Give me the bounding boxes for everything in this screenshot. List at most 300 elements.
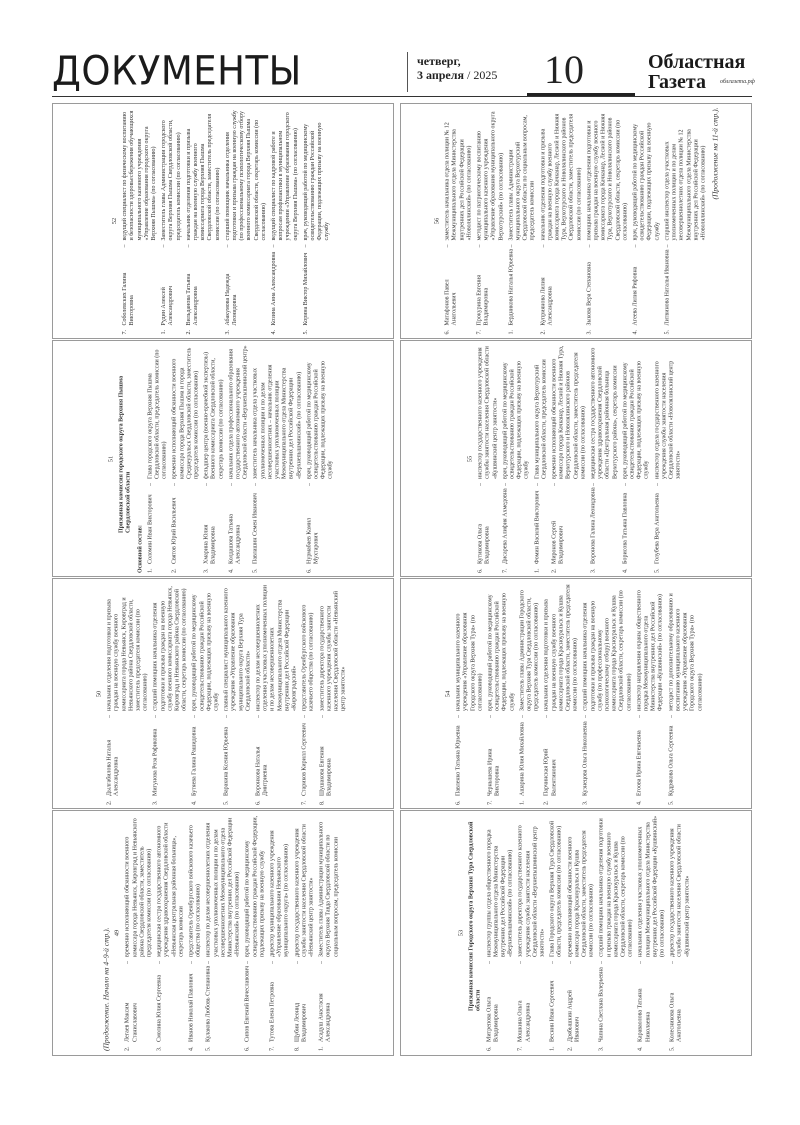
member-name: Караваолова Татьяна Николаевна <box>638 988 652 1042</box>
member-row <box>518 815 547 1051</box>
member-number: 4. <box>632 330 639 335</box>
issue-date <box>417 54 497 82</box>
member-number: 1. <box>147 568 154 573</box>
member-name: Щубин Леонид Владимирович <box>294 1002 308 1042</box>
member-position: Глава городского округа Верхняя Пышма Свердловской области, председатель комиссии (по согласованию) <box>147 349 168 479</box>
member-row <box>303 108 332 335</box>
member-position: начальник муниципального казенного учреждения «Управление образования Городского округа Верхняя Тура» (по согласованию) <box>455 612 484 711</box>
member-name: Козина Анна Александровна <box>271 251 278 326</box>
member-name: Миронов Сергей Владимирович <box>551 520 565 564</box>
member-row <box>125 815 154 1051</box>
member-position: помощник начальника отделения подготовки и призыва граждан на военную службу военного комиссариата города Качканар, Лесной и Нижняя Тура, Верхотурского и Новолялинского районов Свердловской области, секретарь комиссии (по согласованию) <box>586 113 629 241</box>
header-rule <box>52 96 752 97</box>
member-name: Воронова Галина Леонидовна <box>590 486 597 564</box>
member-number: 5. <box>653 568 660 573</box>
member-position: инспектор государственного казенного учреждения службы занятости населения Свердловской области «Кушвинский центр занятости» <box>477 345 498 479</box>
member-row <box>294 815 316 1051</box>
member-dash: – <box>455 714 462 718</box>
page-marker: 55 <box>466 455 474 462</box>
masthead <box>52 47 755 98</box>
member-row <box>206 815 242 1051</box>
member-position: старший помощник начальника отделения подготовки и призыва граждан на военную службу военного комиссариата города Красноуральск и Кушва Свердловской области, секретарь комиссии (по согласованию) <box>599 818 634 957</box>
member-name: Голубева Вера Анатольевна <box>653 492 660 564</box>
panel-p52 <box>52 103 394 339</box>
issue-day: четверг, <box>417 54 461 68</box>
member-number: 6. <box>306 568 313 573</box>
member-row <box>668 583 704 805</box>
member-row <box>224 583 253 805</box>
member-number: 7. <box>517 1046 524 1051</box>
member-row <box>599 815 635 1051</box>
member-position: врач, руководящий работой по медицинскому освидетельствованию граждан Российской Федерации, подлежащих призыву на военную службу <box>306 360 335 479</box>
member-number: 5. <box>303 330 310 335</box>
member-position: медицинская сестра государственного автономного учреждения здравоохранения Свердловской области «Центральная районная больница Верхотурского района», секретарь комиссии <box>590 347 618 479</box>
member-number: 5. <box>668 800 675 805</box>
member-row <box>550 815 564 1051</box>
member-number: 3. <box>599 1046 606 1051</box>
member-number: 3. <box>156 1046 163 1051</box>
member-name: Сипов Евгений Вячеславович <box>245 965 252 1042</box>
panel-p54 <box>400 578 752 809</box>
member-position: медицинская сестра государственного автономного учреждения здравоохранения Свердловской области «Невьянская центральная районная больница», секретарь комиссии <box>156 822 185 957</box>
member-dash: – <box>318 714 325 718</box>
member-number: 8. <box>318 800 325 805</box>
member-name: Святов Юрий Васильевич <box>172 497 179 564</box>
member-number: 5. <box>205 1046 212 1051</box>
member-name: Чапина Светлана Валерьевна <box>599 967 606 1042</box>
member-name: Рудин Алексей Александрович <box>161 286 175 326</box>
member-name: Стариков Кирилл Сергеевич <box>301 722 308 796</box>
member-number: 2. <box>539 330 546 335</box>
member-name: Фомин Василий Викторович <box>533 490 540 564</box>
member-dash: – <box>636 714 643 718</box>
member-dash: – <box>653 482 660 486</box>
member-row <box>307 345 336 573</box>
member-position: инспектор отдела государственного казенного учреждения службы занятости населения Свердловской области «Новолялинский центр занятости» <box>653 360 682 479</box>
member-number: 5. <box>253 568 260 573</box>
member-position: заместитель директора государственного казенного учреждения службы занятости населения Свердловской области «Верхнепышминский центр занятости» <box>517 825 546 957</box>
member-row <box>664 108 707 335</box>
member-row <box>245 815 267 1051</box>
member-position: Заместитель главы Администрации муниципального округа Верхотурский Свердловской области по социальным вопросам, председатель комиссии <box>508 115 536 241</box>
member-name: Кулакова Любовь Степановна <box>205 965 212 1042</box>
member-position: инспектор по делам несовершеннолетних отделения участковых уполномоченных полиции и по делам несовершеннолетних Межмуниципального отдела Министерства внутренних дел Российской Федерации «Невьянский» (по согласованию) <box>205 817 241 957</box>
member-dash: – <box>303 244 310 248</box>
member-name: Дисарева Алифия Ахмедовна <box>502 487 509 564</box>
member-dash: – <box>225 244 231 248</box>
member-dash: – <box>487 714 494 718</box>
member-number: 3. <box>203 568 210 573</box>
brand-line-2: Газета <box>648 71 706 93</box>
member-row <box>229 345 251 573</box>
member-dash: – <box>106 714 113 718</box>
member-dash: – <box>590 482 597 486</box>
panel-p50 <box>52 578 394 809</box>
member-number: 2. <box>544 800 551 805</box>
member-position: начальник отдела профессионального образования государственного автономного учреждения Свердловской области «Верхнепышминский центр» <box>228 344 249 479</box>
newspaper-logo <box>648 52 745 92</box>
member-number: 7. <box>269 1046 276 1051</box>
issue-year: / 2025 <box>466 68 498 82</box>
member-dash: – <box>632 244 639 248</box>
member-position: представитель Оренбургского войскового казачьего общества (по согласованию) <box>301 604 315 711</box>
member-name: Абакумова Надежда Леонидовна <box>225 273 239 326</box>
rotated-content-p51 <box>108 345 339 573</box>
member-row <box>632 108 661 335</box>
page-marker: 56 <box>433 217 441 225</box>
member-row <box>253 345 303 573</box>
commission-title: Призывная комиссия городского округа Верхняя Пышма Свердловской области <box>118 375 133 533</box>
member-number: 7. <box>487 800 494 805</box>
member-number: 6. <box>486 1046 493 1051</box>
member-list <box>456 583 705 805</box>
rotated-content-p56 <box>433 108 718 335</box>
member-position: директор муниципального казенного учреждения «Управление образования Невьянского муниципального округа» (по согласованию) <box>269 830 291 957</box>
member-position: Заместитель главы Администрации городского округа Верхняя Пышма Свердловской области, председатель комиссии (по согласованию) <box>161 119 182 241</box>
member-dash: – <box>124 961 131 964</box>
member-number: 3. <box>590 568 597 573</box>
member-dash: – <box>306 482 313 486</box>
member-number: 4. <box>622 568 629 573</box>
member-position: Заместитель главы Администрации муниципального округа Верхняя Тавда Свердловской области по социальным вопросам, председатель комиссии <box>318 821 340 957</box>
member-position: Глава муниципального округа Верхотурский Свердловской области, председатель комиссии <box>533 358 548 479</box>
member-position: начальник отделения подготовки и призыва граждан на военную службу военного комиссариата города Качканар, Лесной и Нижняя Тура, Верхотурского и Новолялинского районов Свердловской области, заместитель председателя комиссии (по согласованию) <box>539 113 582 241</box>
member-row <box>637 583 666 805</box>
member-number: 2. <box>172 568 179 573</box>
member-number: 6. <box>444 330 451 335</box>
member-name: Хмарина Юлия Владимировна <box>203 524 218 564</box>
member-number: 2. <box>567 1046 574 1051</box>
member-name: Варакина Ксения Юрьевна <box>223 726 230 796</box>
panel-p51 <box>52 340 394 577</box>
member-position: представитель Оренбургского войскового казачьего общества (по согласованию) <box>188 825 202 957</box>
member-name: Нурмабаев Камил Мухтарович <box>306 517 320 564</box>
member-dash: – <box>152 714 159 718</box>
member-dash: – <box>223 714 230 718</box>
member-list <box>486 815 691 1051</box>
member-row <box>445 108 474 335</box>
member-name: Дылгабилова Наталья Александровна <box>106 739 120 796</box>
brand-url: облгазета.рф <box>720 79 755 85</box>
member-position: временно исполняющий обязанности военного комиссара города Качканар, Лесной и Нижняя Тура, Верхотурского и Новолялинского районов Свердловской области, заместитель председателя комиссии (по согласованию) <box>551 345 587 479</box>
rotated-content-p49 <box>103 815 344 1051</box>
member-position: врач, руководящий работой по медицинскому освидетельствованию граждан Российской Федерации, подлежащих призыву на военную службу <box>487 592 516 711</box>
member-position: начальник отделения участковых уполномоченных полиции Межмуниципального отдела Министерства внутренних дел Российской Федерации «Кушвинский» (по согласованию) <box>638 815 666 957</box>
issue-date-day-month: 3 апреля <box>417 68 464 82</box>
member-number: 1. <box>508 330 515 335</box>
member-number: 1. <box>533 568 540 573</box>
member-row <box>271 108 300 335</box>
member-dash: – <box>205 961 212 964</box>
member-name: Мигунова Роза Рафиковна <box>152 728 159 796</box>
member-name: Матафонов Павел Анатольевич <box>444 279 458 326</box>
page-marker: 50 <box>95 690 103 697</box>
member-row <box>153 583 189 805</box>
rotated-content-p53 <box>458 815 695 1051</box>
member-position: врач, руководящий работой по медицинскому освидетельствованию граждан Российской Федерации, подлежащих призыву на военную службу <box>303 122 331 241</box>
member-name: Корина Виктор Михайлович <box>303 252 310 326</box>
member-dash: – <box>664 244 671 248</box>
member-name: Воронкова Наталья Дмитриевна <box>255 746 269 796</box>
member-number: 4. <box>188 1046 195 1051</box>
member-number: 4. <box>636 800 643 805</box>
member-row <box>638 815 667 1051</box>
member-position: врач, руководящий работой по медицинскому освидетельствованию граждан Российской Федерации, подлежащих призыву на военную службу <box>245 815 266 957</box>
member-position: инспектор по делам несовершеннолетних отделения участковых уполномоченных полиции и по делам несовершеннолетних Межмуниципального отдела Министерства внутренних дел Российской Федерации «Кировградский» <box>255 584 298 711</box>
member-list <box>122 108 331 335</box>
member-position: начальник отделения подготовки и призыва граждан на военную службу военного комиссариата города Верхняя Пышма Свердловской области, заместитель председателя комиссии (по согласованию) <box>185 113 221 241</box>
member-row <box>534 345 548 573</box>
member-dash: – <box>122 244 129 248</box>
member-dash: – <box>544 714 551 718</box>
member-dash: – <box>477 482 484 486</box>
member-name: Прокурина Евгения Владимировна <box>476 275 490 326</box>
member-row <box>192 583 221 805</box>
section-title: ДОКУМЕНТЫ <box>52 48 302 95</box>
commission-title: Призывная комиссия Городского округа Верхняя Тура Свердловской области <box>468 821 482 1011</box>
member-position: начальник отделения подготовки и призыва граждан на военную службу военного комиссариата города Красноуральск и Кушва Свердловской области, заместитель председателя комиссии (по согласованию) <box>544 583 579 711</box>
member-dash: – <box>539 244 546 248</box>
continued-on-note: (Продолжение на 11-й стр.). <box>710 107 720 200</box>
member-name: Соломин Иван Викторович <box>147 493 154 564</box>
member-name: Асадуш Анастасия Александровна <box>318 993 333 1042</box>
member-name: Кутикова Ольга Владимировна <box>477 523 491 564</box>
member-number: 5. <box>664 330 671 335</box>
panel-p49 <box>52 810 394 1056</box>
member-dash: – <box>188 961 195 964</box>
member-row <box>622 345 651 573</box>
member-dash: – <box>622 482 629 486</box>
panel-p55 <box>400 340 752 577</box>
page-number: 10 <box>544 47 584 92</box>
member-position: директор государственного казенного учреждения службы занятости населения Свердловской области «Кушвинский центр занятости» <box>669 824 691 957</box>
member-row <box>302 583 316 805</box>
member-position: старший помощник начальника отделения подготовки и призыва граждан на военную службу (по профессиональному психологическому отбору военного комиссариата города Верхняя Пышма Свердловской области, секретарь комиссии (по согласованию) <box>225 110 268 241</box>
member-row <box>551 345 587 573</box>
member-row <box>204 345 226 573</box>
member-name: Бердникова Наталья Юрьевна <box>508 248 515 326</box>
member-name: Куприянова Лилия Александровна <box>539 277 554 326</box>
member-position: директор государственного казенного учреждения службы занятости населения Свердловской области «Невьянский центр занятости» <box>294 824 315 957</box>
member-number: 2. <box>185 330 192 335</box>
page-marker: 54 <box>444 690 452 697</box>
member-number: 6. <box>455 800 462 805</box>
member-name: Вильданова Татьяна Александровна <box>185 273 200 326</box>
rotated-content-p52 <box>111 108 335 335</box>
member-row <box>189 815 203 1051</box>
brand-line-1: Областная <box>648 51 746 73</box>
member-dash: – <box>269 961 276 964</box>
member-dash: – <box>549 961 556 964</box>
member-position: временно исполняющий обязанности военного комиссара города Красноуральск и Кушва Свердловской области, заместитель председателя комиссии (по согласованию) <box>567 830 595 957</box>
member-row <box>654 345 683 573</box>
member-number: 5. <box>223 800 230 805</box>
member-number: 4. <box>638 1046 645 1051</box>
member-position: методист по патриотическому воспитанию муниципального казенного учреждения «Управление образования муниципального округа Верхотурский» (по согласованию) <box>476 111 504 241</box>
member-dash: – <box>156 961 163 964</box>
member-dash: – <box>172 482 179 486</box>
member-row <box>456 583 485 805</box>
member-position: заместитель начальника отдела полиции № 12 Межмуниципального отдела Министерства внутренних дел Российской Федерации «Новолялинский» (по согласованию) <box>444 122 473 241</box>
member-dash: – <box>638 961 645 964</box>
member-name: Митрепова Ольга Владимировна <box>486 996 500 1042</box>
member-row <box>172 345 201 573</box>
member-dash: – <box>301 714 308 718</box>
member-position: методист по дополнительному образованию и воспитанию муниципального казенного учреждения «Управление образования Городского округа Верхняя Тура» (по согласованию) <box>668 592 704 711</box>
member-row <box>476 108 505 335</box>
member-position: заместитель директора государственного казенного учреждения службы занятости населения Свердловской области «Невьянский центр занятости» <box>318 590 347 711</box>
member-dash: – <box>551 482 558 486</box>
member-name: Павлашин Семен Иванович <box>253 492 260 564</box>
masthead-divider <box>407 52 408 92</box>
rotated-content-p54 <box>445 583 708 805</box>
member-number: 4. <box>271 330 278 335</box>
member-position: ведущий специалист по физическому воспитанию и безопасности здоровьесбережения обучающихся муниципального казенного учреждения «Управление образования городского округа Верхняя Пышма» (по согласованию) <box>122 110 158 241</box>
member-position: начальник отделения подготовки и призыва граждан на военную службу военного комиссариата города Невьянск, Кировград и Невьянского района Свердловской области, заместитель председателя комиссии (по согласованию) <box>106 596 149 711</box>
member-number: 1. <box>161 330 168 335</box>
member-dash: – <box>228 482 235 486</box>
member-row <box>590 345 619 573</box>
member-row <box>147 345 169 573</box>
member-row <box>106 583 149 805</box>
member-row <box>225 108 268 335</box>
member-row <box>255 583 298 805</box>
member-number: 6. <box>255 800 262 805</box>
member-position: временно исполняющий обязанности военного комиссара города Верхняя Пышма и города Среднеуральск Свердловской области, заместитель председателя комиссии (по согласованию) <box>172 347 200 479</box>
member-dash: – <box>203 482 210 486</box>
member-row <box>519 583 541 805</box>
member-row <box>670 815 692 1051</box>
member-row <box>586 108 629 335</box>
member-list <box>477 345 682 573</box>
member-position: врач, руководящий работой по медицинскому освидетельствованию граждан Российской Федерации, подлежащих призыву на военную службу <box>632 122 661 241</box>
member-dash: – <box>476 244 483 248</box>
member-dash: – <box>486 961 493 964</box>
rotated-content-p50 <box>95 583 351 805</box>
member-name: Егоова Ирина Евгеньевна <box>636 729 643 796</box>
page-marker: 52 <box>111 217 119 225</box>
member-list <box>445 108 708 335</box>
member-dash: – <box>253 482 260 486</box>
member-position: старший помощник начальника отделения подготовки и призыва граждан на военную службу военного комиссариата города Невьянск, Кировград и Невьянского района Свердловской области, секретарь комиссии (по согласованию) <box>152 585 188 711</box>
member-dash: – <box>508 244 515 248</box>
member-number: 5. <box>669 1046 676 1051</box>
member-name: Шушакова Евгения Владимировна <box>318 745 333 796</box>
member-number: 7. <box>301 800 308 805</box>
member-dash: – <box>294 961 301 964</box>
member-number: 3. <box>152 800 159 805</box>
member-name: Ашарина Юлия Михайловна <box>519 721 526 796</box>
member-row <box>319 815 341 1051</box>
member-number: 1. <box>318 1046 325 1051</box>
member-dash: – <box>255 714 262 718</box>
member-name: Тутова Елена Петровна <box>269 982 276 1042</box>
member-position: врач, руководящий работой по медицинскому освидетельствованию граждан Российской Федерации, подлежащих призыву на военную службу <box>191 592 220 711</box>
member-name: Бутяева Галина Рашидовна <box>191 726 198 796</box>
member-number: 2. <box>124 1046 131 1051</box>
member-position: старший помощник начальника отделения подготовки и призыва граждан на военную службу (по профессиональному психологическому отбору) военного комиссариата города Красноуральск и Кушва Свердловской области, секретарь комиссии (по согласованию) <box>583 589 633 711</box>
member-name: Иванов Николай Павлович <box>188 973 195 1042</box>
member-dash: – <box>586 244 593 248</box>
member-name: Колесникова Ольга Анатольевна <box>669 992 684 1042</box>
member-number: 6. <box>477 568 484 573</box>
member-name: Борисова Татьяна Павловна <box>622 492 629 564</box>
member-number: 3. <box>225 330 231 335</box>
member-row <box>583 583 633 805</box>
member-name: Кудрякова Ольга Сергеевна <box>668 725 675 796</box>
member-number: 2. <box>551 568 558 573</box>
member-dash: – <box>147 482 154 486</box>
member-row <box>567 815 596 1051</box>
member-row <box>161 108 183 335</box>
member-dash: – <box>444 244 451 248</box>
member-position: Глава Городского округа Верхняя Тура Свердловской области, председатель комиссии (по согласованию) <box>549 820 563 957</box>
member-name: Литвинова Наталья Ивановна <box>664 249 671 326</box>
member-dash: – <box>517 961 524 964</box>
member-position: старший инспектор отдела участковых уполномоченных полиции и по делам несовершеннолетних отдела полиции № 12 Межмуниципального отдела Министерства внутренних дел Российской Федерации «Новолялинский» (по согласованию) <box>664 129 707 241</box>
member-position: заместитель начальника отдела участковых уполномоченных полиции и по делам несовершеннолетних – начальник отделения участковых уполномоченных полиции Межмуниципального отдела Министерства внутренних дел Российской Федерации «Верхнепышминский» (по согласованию) <box>253 364 303 479</box>
member-row <box>544 583 580 805</box>
member-position: врач, руководящий работой по медицинскому освидетельствованию граждан Российской Федерации, подлежащих призыву на военную службу <box>622 360 650 479</box>
member-name: Мошкина Ольга Александровна <box>517 1000 532 1042</box>
member-dash: – <box>271 244 278 248</box>
member-name: Чернышева Ирина Викторовна <box>487 748 501 796</box>
member-row <box>502 345 531 573</box>
member-name: Агеева Лилия Рифовна <box>632 266 639 326</box>
member-row <box>486 815 515 1051</box>
member-position: инспектор направления охраны общественного порядка Межмуниципального отдела Министерства внутренних дел Российской Федерации «Кушвинский» (по согласованию) <box>636 589 665 711</box>
member-dash: – <box>583 714 590 718</box>
member-row <box>186 108 222 335</box>
page-marker: 49 <box>113 929 121 937</box>
member-name: Смолина Юлия Сергеевна <box>156 974 163 1042</box>
member-number: 7. <box>476 330 483 335</box>
member-dash: – <box>669 961 676 964</box>
member-number: 8. <box>294 1046 301 1051</box>
page-marker: 53 <box>457 929 465 937</box>
continued-note: (Продолжение. Начало на 4–9-й стр.). <box>101 927 111 1051</box>
member-row <box>540 108 583 335</box>
member-name: Зыкова Вера Степановна <box>586 262 593 326</box>
member-dash: – <box>318 961 325 964</box>
member-position: ведущий специалист по кадровой работе и вопросам профилактики в муниципальном учреждении «Управление образования городского округа Верхняя Пышма» (по согласованию) <box>271 112 299 241</box>
member-position: инспектор группы отдела общественного порядка Межмуниципального отдела Министерства внутренних дел Российской Федерации «Верхнепышминский» (по согласованию) <box>486 829 514 957</box>
member-name: Соболевских Галина Викторовна <box>122 272 136 326</box>
member-list <box>106 583 347 805</box>
member-name: Дрябышкин Андрей Иванович <box>567 990 581 1042</box>
member-name: Парчинская Юрий Валентинович <box>544 748 558 796</box>
member-list <box>125 815 340 1051</box>
member-number: 3. <box>586 330 593 335</box>
member-dash: – <box>567 961 574 964</box>
member-name: Легаев Максим Станиславович <box>124 1002 139 1042</box>
member-dash: – <box>668 714 675 718</box>
panel-p53 <box>400 810 752 1056</box>
member-name: Павленко Татьяна Юрьевна <box>455 724 462 796</box>
member-dash: – <box>161 244 168 248</box>
member-position: врач, руководящий работой по медицинскому освидетельствованию граждан Российской Федерации, подлежащих призыву на военную службу <box>502 360 530 479</box>
member-number: 3. <box>583 800 590 805</box>
member-number: 7. <box>122 330 129 335</box>
member-row <box>122 108 158 335</box>
member-number: 4. <box>228 568 235 573</box>
member-name: Кузнецова Ольга Николаевна <box>583 720 590 796</box>
member-name: Колдашова Татьяна Александровна <box>228 513 242 564</box>
member-row <box>477 345 499 573</box>
page-marker: 51 <box>107 455 115 462</box>
member-row <box>157 815 186 1051</box>
member-number: 4. <box>191 800 198 805</box>
